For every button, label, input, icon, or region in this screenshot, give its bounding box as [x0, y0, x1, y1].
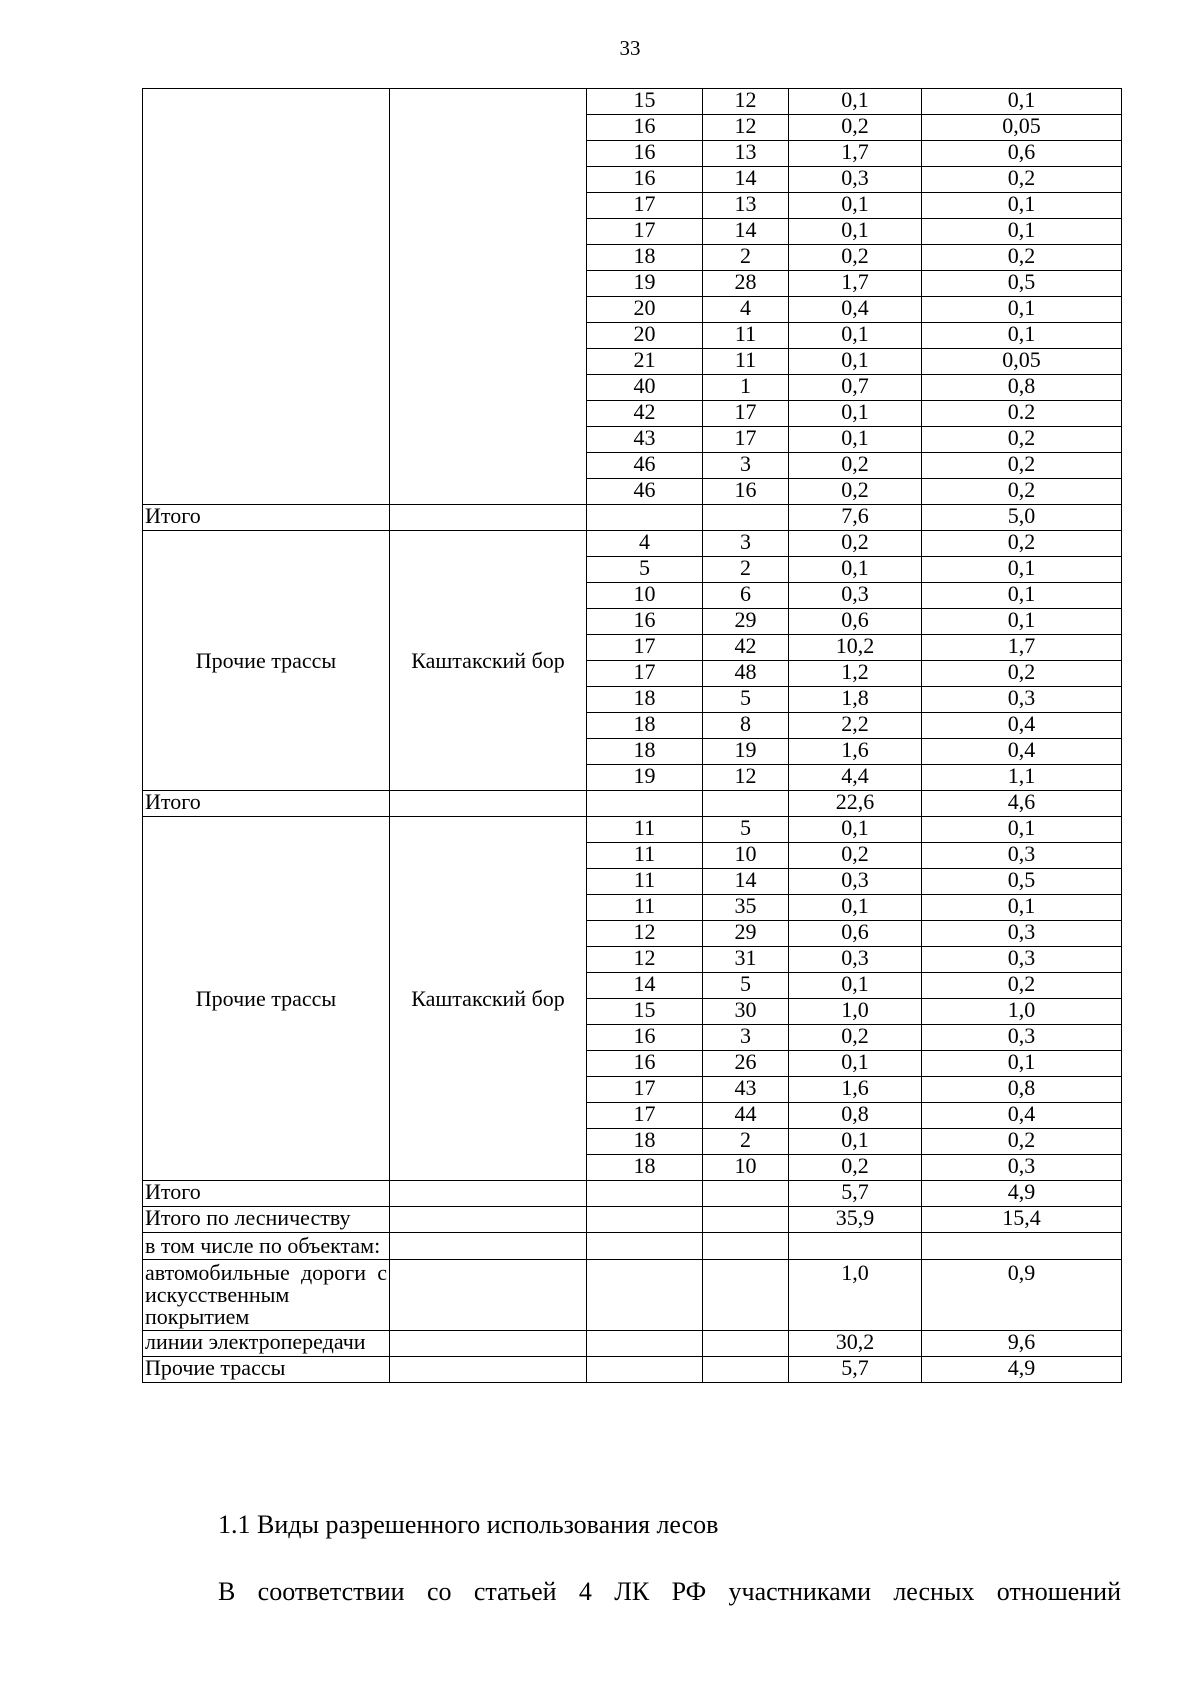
area-cell: 0,1: [922, 583, 1122, 609]
area-cell: 0,2: [922, 453, 1122, 479]
quarter-cell: 40: [587, 375, 703, 401]
section-cell: 35: [703, 895, 789, 921]
quarter-cell: 21: [587, 349, 703, 375]
quarter-cell: 18: [587, 1155, 703, 1181]
quarter-cell: 20: [587, 297, 703, 323]
object-name-cell: Прочие трассы: [143, 531, 390, 791]
area-cell: 0,5: [922, 271, 1122, 297]
total-area-cell: 1,0: [789, 1260, 922, 1331]
section-cell: 3: [703, 531, 789, 557]
section-cell: [703, 1233, 789, 1260]
section-cell: 30: [703, 999, 789, 1025]
area-cell: 0,2: [922, 245, 1122, 271]
row-label: Итого: [143, 791, 390, 817]
total-area-cell: 0,6: [789, 921, 922, 947]
section-cell: 3: [703, 453, 789, 479]
section-cell: 14: [703, 869, 789, 895]
section-cell: 2: [703, 557, 789, 583]
section-cell: 12: [703, 115, 789, 141]
section-cell: 43: [703, 1077, 789, 1103]
forest-area-cell: [390, 1233, 587, 1260]
forest-area-cell: [390, 1260, 587, 1331]
quarter-cell: 16: [587, 141, 703, 167]
total-area-cell: 0,3: [789, 167, 922, 193]
quarter-cell: [587, 1260, 703, 1331]
area-cell: 0,5: [922, 869, 1122, 895]
total-area-cell: 7,6: [789, 505, 922, 531]
area-cell: 0,4: [922, 1103, 1122, 1129]
area-cell: 0,4: [922, 713, 1122, 739]
quarter-cell: 16: [587, 115, 703, 141]
total-area-cell: 0,1: [789, 349, 922, 375]
section-cell: 5: [703, 973, 789, 999]
area-cell: 0,1: [922, 1051, 1122, 1077]
area-cell: 0,1: [922, 817, 1122, 843]
total-area-cell: 1,2: [789, 661, 922, 687]
section-cell: 11: [703, 323, 789, 349]
quarter-cell: 17: [587, 1077, 703, 1103]
forest-area-cell: [390, 1181, 587, 1207]
area-cell: 4,9: [922, 1181, 1122, 1207]
quarter-cell: 46: [587, 479, 703, 505]
total-area-cell: 0,1: [789, 323, 922, 349]
row-label: Итого: [143, 505, 390, 531]
area-cell: 1,0: [922, 999, 1122, 1025]
area-cell: 4,9: [922, 1357, 1122, 1383]
quarter-cell: 11: [587, 869, 703, 895]
object-name-cell: Прочие трассы: [143, 817, 390, 1181]
area-cell: 0,1: [922, 219, 1122, 245]
forestry-total-row: [143, 1207, 1122, 1233]
section-cell: 31: [703, 947, 789, 973]
section-cell: 14: [703, 219, 789, 245]
section-cell: [703, 1181, 789, 1207]
page-number: 33: [619, 36, 641, 60]
quarter-cell: 5: [587, 557, 703, 583]
quarter-cell: [587, 1357, 703, 1383]
total-area-cell: 1,6: [789, 739, 922, 765]
quarter-cell: 4: [587, 531, 703, 557]
quarter-cell: 15: [587, 89, 703, 115]
subtotal-row: [143, 1181, 1122, 1207]
total-area-cell: 0,3: [789, 947, 922, 973]
total-area-cell: 0,7: [789, 375, 922, 401]
section-cell: 6: [703, 583, 789, 609]
total-area-cell: 0,2: [789, 453, 922, 479]
area-cell: 0,8: [922, 1077, 1122, 1103]
section-cell: 17: [703, 401, 789, 427]
section-cell: 14: [703, 167, 789, 193]
area-cell: 0,4: [922, 739, 1122, 765]
quarter-cell: 18: [587, 739, 703, 765]
area-cell: 0,2: [922, 427, 1122, 453]
section-cell: 11: [703, 349, 789, 375]
area-cell: 0,1: [922, 89, 1122, 115]
area-cell: 0,3: [922, 947, 1122, 973]
area-cell: 0,2: [922, 661, 1122, 687]
other-routes-row: [143, 1357, 1122, 1383]
section-cell: 12: [703, 765, 789, 791]
total-area-cell: 0,1: [789, 219, 922, 245]
area-cell: 0,2: [922, 167, 1122, 193]
quarter-cell: 16: [587, 1051, 703, 1077]
section-cell: 10: [703, 1155, 789, 1181]
section-cell: 8: [703, 713, 789, 739]
total-area-cell: 0,1: [789, 1051, 922, 1077]
area-cell: 0,6: [922, 141, 1122, 167]
total-area-cell: 0,1: [789, 89, 922, 115]
row-label: в том числе по объектам:: [143, 1233, 390, 1260]
section-heading: 1.1 Виды разрешенного использования лесов: [218, 1510, 719, 1539]
area-cell: 0,3: [922, 843, 1122, 869]
row-label: автомобильные дороги с искусственным покрытием: [143, 1260, 390, 1331]
forest-use-table: [142, 88, 1122, 1383]
total-area-cell: 0,1: [789, 1129, 922, 1155]
forest-area-cell: [390, 791, 587, 817]
forest-area-cell: [390, 1331, 587, 1357]
total-area-cell: 0,1: [789, 973, 922, 999]
table-row: [143, 817, 1122, 843]
section-cell: 28: [703, 271, 789, 297]
total-area-cell: 0,2: [789, 479, 922, 505]
area-cell: 0,1: [922, 609, 1122, 635]
section-cell: [703, 1207, 789, 1233]
section-cell: 13: [703, 141, 789, 167]
section-cell: 12: [703, 89, 789, 115]
area-cell: 0,1: [922, 193, 1122, 219]
area-cell: 0,2: [922, 479, 1122, 505]
row-label: Итого по лесничеству: [143, 1207, 390, 1233]
quarter-cell: [587, 791, 703, 817]
section-cell: 13: [703, 193, 789, 219]
total-area-cell: 0,1: [789, 193, 922, 219]
row-label: Прочие трассы: [143, 1357, 390, 1383]
total-area-cell: 0,1: [789, 895, 922, 921]
total-area-cell: 0,1: [789, 557, 922, 583]
total-area-cell: 1,7: [789, 271, 922, 297]
including-row: [143, 1233, 1122, 1260]
table-row: [143, 531, 1122, 557]
quarter-cell: 18: [587, 713, 703, 739]
total-area-cell: [789, 1233, 922, 1260]
section-cell: 44: [703, 1103, 789, 1129]
table-body: [143, 89, 1122, 1383]
section-cell: 26: [703, 1051, 789, 1077]
forest-area-cell: [390, 1207, 587, 1233]
quarter-cell: 11: [587, 843, 703, 869]
total-area-cell: 10,2: [789, 635, 922, 661]
quarter-cell: 17: [587, 635, 703, 661]
section-cell: 10: [703, 843, 789, 869]
quarter-cell: 11: [587, 895, 703, 921]
section-cell: 5: [703, 817, 789, 843]
forest-area-cell: Каштакский бор: [390, 531, 587, 791]
total-area-cell: 1,8: [789, 687, 922, 713]
quarter-cell: 42: [587, 401, 703, 427]
area-cell: 0,2: [922, 973, 1122, 999]
quarter-cell: 18: [587, 687, 703, 713]
area-cell: 0,1: [922, 557, 1122, 583]
area-cell: 1,7: [922, 635, 1122, 661]
total-area-cell: 1,0: [789, 999, 922, 1025]
quarter-cell: [587, 1233, 703, 1260]
roads-row: [143, 1260, 1122, 1331]
quarter-cell: 18: [587, 245, 703, 271]
power-lines-row: [143, 1331, 1122, 1357]
area-cell: 1,1: [922, 765, 1122, 791]
total-area-cell: 0,3: [789, 869, 922, 895]
area-cell: 4,6: [922, 791, 1122, 817]
section-cell: 2: [703, 1129, 789, 1155]
area-cell: 0,1: [922, 297, 1122, 323]
total-area-cell: 0,6: [789, 609, 922, 635]
total-area-cell: 5,7: [789, 1357, 922, 1383]
total-area-cell: 30,2: [789, 1331, 922, 1357]
section-cell: [703, 505, 789, 531]
row-label: Итого: [143, 1181, 390, 1207]
section-cell: 3: [703, 1025, 789, 1051]
section-cell: 2: [703, 245, 789, 271]
total-area-cell: 0,1: [789, 427, 922, 453]
area-cell: 0,05: [922, 349, 1122, 375]
body-paragraph: В соответствии со статьей 4 ЛК РФ участниками лесных отношений: [218, 1577, 1121, 1606]
quarter-cell: 12: [587, 947, 703, 973]
section-cell: [703, 1357, 789, 1383]
area-cell: 0.2: [922, 401, 1122, 427]
section-cell: 16: [703, 479, 789, 505]
quarter-cell: 15: [587, 999, 703, 1025]
section-cell: 29: [703, 609, 789, 635]
section-cell: 29: [703, 921, 789, 947]
forest-area-cell: Каштакский бор: [390, 817, 587, 1181]
area-cell: 0,9: [922, 1260, 1122, 1331]
area-cell: 0,8: [922, 375, 1122, 401]
quarter-cell: 10: [587, 583, 703, 609]
area-cell: 0,3: [922, 687, 1122, 713]
total-area-cell: 5,7: [789, 1181, 922, 1207]
section-cell: 48: [703, 661, 789, 687]
total-area-cell: 0,4: [789, 297, 922, 323]
total-area-cell: 1,7: [789, 141, 922, 167]
total-area-cell: 0,2: [789, 531, 922, 557]
area-cell: 0,3: [922, 921, 1122, 947]
section-cell: 1: [703, 375, 789, 401]
section-cell: 19: [703, 739, 789, 765]
total-area-cell: 0,2: [789, 843, 922, 869]
row-label: линии электропередачи: [143, 1331, 390, 1357]
total-area-cell: 0,2: [789, 1025, 922, 1051]
quarter-cell: 18: [587, 1129, 703, 1155]
quarter-cell: 19: [587, 765, 703, 791]
quarter-cell: [587, 1331, 703, 1357]
quarter-cell: 16: [587, 167, 703, 193]
area-cell: 0,3: [922, 1155, 1122, 1181]
total-area-cell: 0,1: [789, 817, 922, 843]
area-cell: 0,05: [922, 115, 1122, 141]
table-row: [143, 89, 1122, 115]
quarter-cell: [587, 1207, 703, 1233]
total-area-cell: 0,1: [789, 401, 922, 427]
forest-area-cell: [390, 505, 587, 531]
subtotal-row: [143, 505, 1122, 531]
quarter-cell: 17: [587, 193, 703, 219]
area-cell: [922, 1233, 1122, 1260]
quarter-cell: 12: [587, 921, 703, 947]
area-cell: 0,3: [922, 1025, 1122, 1051]
section-cell: 5: [703, 687, 789, 713]
total-area-cell: 0,2: [789, 245, 922, 271]
area-cell: 0,2: [922, 531, 1122, 557]
area-cell: 9,6: [922, 1331, 1122, 1357]
total-area-cell: 2,2: [789, 713, 922, 739]
total-area-cell: 22,6: [789, 791, 922, 817]
quarter-cell: 19: [587, 271, 703, 297]
section-cell: 4: [703, 297, 789, 323]
quarter-cell: 20: [587, 323, 703, 349]
quarter-cell: [587, 505, 703, 531]
quarter-cell: 16: [587, 1025, 703, 1051]
quarter-cell: 17: [587, 661, 703, 687]
quarter-cell: [587, 1181, 703, 1207]
quarter-cell: 14: [587, 973, 703, 999]
section-cell: [703, 791, 789, 817]
section-cell: 17: [703, 427, 789, 453]
forest-area-cell: [390, 89, 587, 505]
total-area-cell: 35,9: [789, 1207, 922, 1233]
total-area-cell: 0,8: [789, 1103, 922, 1129]
area-cell: 0,1: [922, 323, 1122, 349]
section-cell: [703, 1260, 789, 1331]
quarter-cell: 17: [587, 1103, 703, 1129]
area-cell: 15,4: [922, 1207, 1122, 1233]
object-name-cell: [143, 89, 390, 505]
subtotal-row: [143, 791, 1122, 817]
total-area-cell: 1,6: [789, 1077, 922, 1103]
area-cell: 0,2: [922, 1129, 1122, 1155]
total-area-cell: 4,4: [789, 765, 922, 791]
area-cell: 5,0: [922, 505, 1122, 531]
total-area-cell: 0,2: [789, 115, 922, 141]
quarter-cell: 16: [587, 609, 703, 635]
quarter-cell: 17: [587, 219, 703, 245]
quarter-cell: 43: [587, 427, 703, 453]
quarter-cell: 46: [587, 453, 703, 479]
area-cell: 0,1: [922, 895, 1122, 921]
section-cell: [703, 1331, 789, 1357]
total-area-cell: 0,3: [789, 583, 922, 609]
forest-area-cell: [390, 1357, 587, 1383]
quarter-cell: 11: [587, 817, 703, 843]
total-area-cell: 0,2: [789, 1155, 922, 1181]
section-cell: 42: [703, 635, 789, 661]
